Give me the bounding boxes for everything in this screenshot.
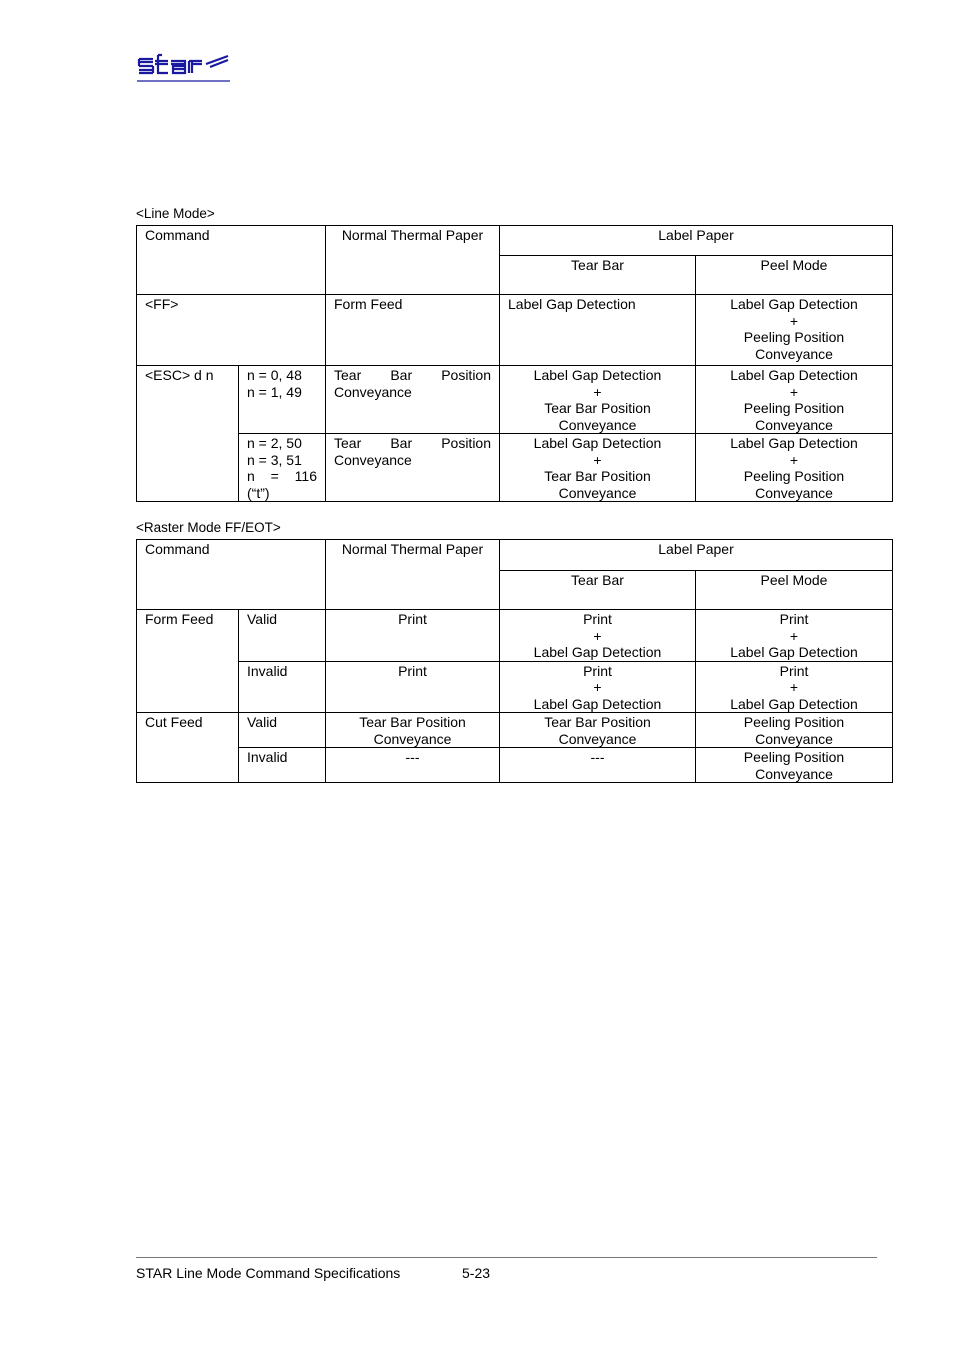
header-normal-paper: Normal Thermal Paper: [326, 540, 500, 610]
star-logo-icon: [136, 50, 232, 84]
tear-cell: Label Gap Detection: [500, 295, 696, 366]
header-label-paper: Label Paper: [500, 540, 893, 571]
command-cut-feed: Cut Feed: [137, 713, 239, 783]
tear-cell: ---: [500, 748, 696, 783]
table-row: [137, 366, 893, 434]
normal-cell: Print: [326, 661, 500, 713]
command-ff: <FF>: [137, 295, 326, 366]
normal-cell: Tear Bar Position Conveyance: [326, 366, 500, 434]
header-row: [137, 540, 893, 571]
peel-cell: Peeling Position Conveyance: [696, 748, 893, 783]
header-peel-mode: Peel Mode: [696, 571, 893, 610]
header-normal-paper: Normal Thermal Paper: [326, 226, 500, 295]
table-row: [137, 295, 893, 366]
tear-cell: Label Gap Detection + Tear Bar Position Conveyance: [500, 434, 696, 502]
header-peel-mode: Peel Mode: [696, 256, 893, 295]
state-invalid: Invalid: [239, 748, 326, 783]
tear-cell: Label Gap Detection + Tear Bar Position Conveyance: [500, 366, 696, 434]
table-row: [137, 434, 893, 502]
tear-cell: Print + Label Gap Detection: [500, 610, 696, 662]
raster-mode-title: <Raster Mode FF/EOT>: [136, 520, 281, 535]
param-cell: n = 0, 48 n = 1, 49: [239, 366, 326, 434]
footer-divider: [136, 1257, 877, 1258]
state-valid: Valid: [239, 610, 326, 662]
normal-cell: Print: [326, 610, 500, 662]
header-command: Command: [137, 540, 326, 610]
peel-cell: Print + Label Gap Detection: [696, 661, 893, 713]
command-esc-d-n: <ESC> d n: [137, 366, 239, 502]
raster-mode-table: [136, 539, 893, 783]
param-cell: n = 2, 50 n = 3, 51 n = 116 (“t”): [239, 434, 326, 502]
tear-cell: Print + Label Gap Detection: [500, 661, 696, 713]
normal-cell: ---: [326, 748, 500, 783]
table-row: [137, 661, 893, 713]
peel-cell: Label Gap Detection + Peeling Position Conveyance: [696, 295, 893, 366]
command-form-feed: Form Feed: [137, 610, 239, 713]
line-mode-title: <Line Mode>: [136, 206, 215, 221]
footer-title: STAR Line Mode Command Specifications: [136, 1265, 401, 1281]
peel-cell: Label Gap Detection + Peeling Position Conveyance: [696, 366, 893, 434]
table-row: [137, 713, 893, 748]
normal-cell: Form Feed: [326, 295, 500, 366]
table-row: [137, 610, 893, 662]
line-mode-table: [136, 225, 893, 502]
state-invalid: Invalid: [239, 661, 326, 713]
header-command: Command: [137, 226, 326, 295]
table-row: [137, 748, 893, 783]
normal-cell: Tear Bar Position Conveyance: [326, 713, 500, 748]
page-number: 5-23: [462, 1265, 491, 1281]
peel-cell: Peeling Position Conveyance: [696, 713, 893, 748]
header-tear-bar: Tear Bar: [500, 571, 696, 610]
header-tear-bar: Tear Bar: [500, 256, 696, 295]
header-row: [137, 226, 893, 256]
peel-cell: Print + Label Gap Detection: [696, 610, 893, 662]
state-valid: Valid: [239, 713, 326, 748]
header-label-paper: Label Paper: [500, 226, 893, 256]
peel-cell: Label Gap Detection + Peeling Position Conveyance: [696, 434, 893, 502]
tear-cell: Tear Bar Position Conveyance: [500, 713, 696, 748]
normal-cell: Tear Bar Position Conveyance: [326, 434, 500, 502]
